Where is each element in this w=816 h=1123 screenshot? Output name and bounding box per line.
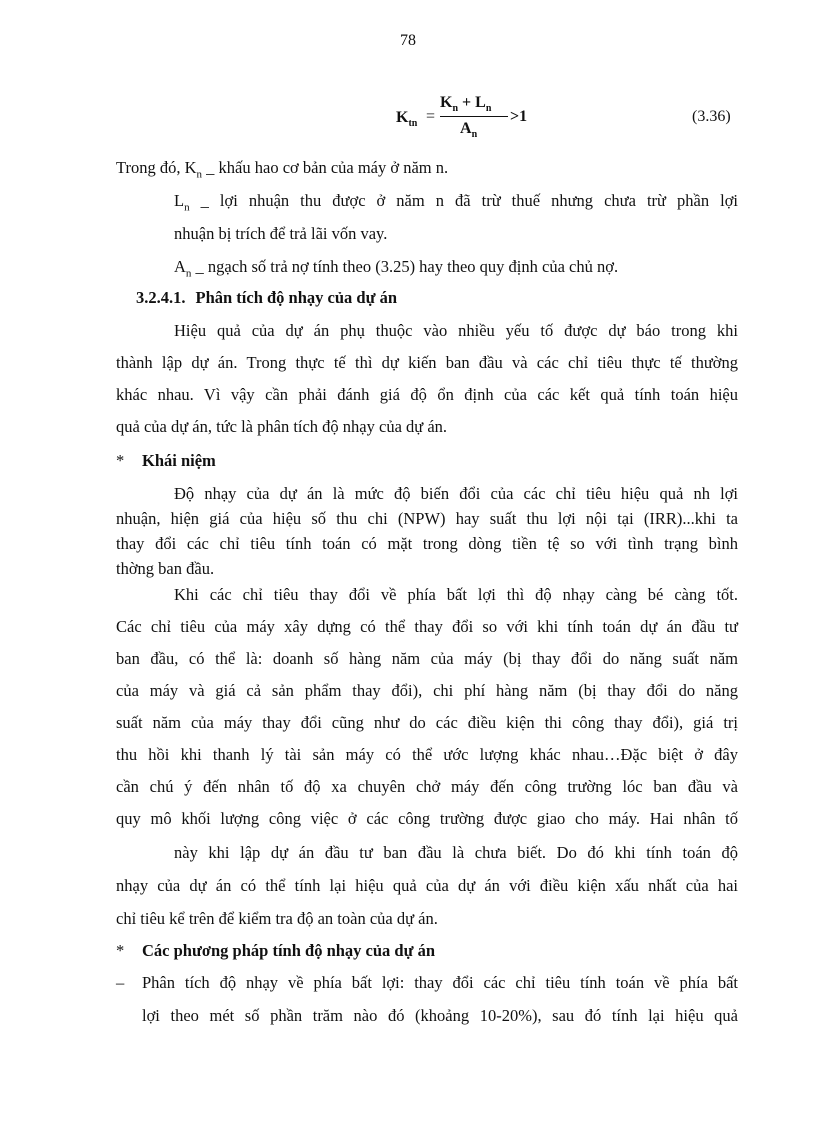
formula-numerator: $K_n + L_n$ [440,94,492,115]
paragraph-2-line-6: thu hồi khi thanh lý tài sản máy có thể ước lượng khác nhau…Đặc biệt ở đây [116,745,738,764]
paragraph-2-line-8: quy mô khối lượng công việc ở các công trường được giao cho máy. Hai nhân tố [116,809,738,828]
method-item-bullet: – [116,973,125,992]
definition-a: $A_n$ _ ngạch số trả nợ tính theo (3.25) hay theo quy định của chủ nợ. [174,257,619,280]
definition-k: Trong đó, $K_n$ _ khấu hao cơ bản của máy ở năm n. [116,158,449,181]
method-item-line-1: Phân tích độ nhạy về phía bất lợi: thay đổi các chỉ tiêu tính toán về phía bất [142,973,738,992]
paragraph-2-line-1: Khi các chỉ tiêu thay đổi về phía bất lợi thì độ nhạy càng bé càng tốt. [174,585,738,604]
section-number: 3.2.4.1. [136,288,186,307]
paragraph-2-line-4: của máy và giá cả sản phẩm thay đổi), chi phí hàng năm (bị thay đổi do năng [116,681,738,700]
paragraph-3-line-2: nhạy của dự án có thể tính lại hiệu quả của dự án với điều kiện xấu nhất của hai [116,876,738,895]
section-title: Phân tích độ nhạy của dự án [195,288,398,307]
bullet-asterisk: * [116,941,125,960]
methods-heading: * Các phương pháp tính độ nhạy của dự án [116,941,436,960]
paragraph-3-line-1: này khi lập dự án đầu tư ban đầu là chưa biết. Do đó khi tính toán độ [174,843,738,862]
paragraph-1-line-1: Hiệu quả của dự án phụ thuộc vào nhiều yếu tố được dự báo trong khi [174,321,738,340]
formula-denominator: $A_n$ [460,120,478,141]
paragraph-3-line-3: chỉ tiêu kể trên để kiểm tra độ an toàn của dự án. [116,909,438,928]
formula-inequality: >1 [510,108,528,125]
equation-number: (3.36) [692,108,731,125]
formula-lhs: $K_{tn}$ [396,109,418,130]
concept-line-4: thờng ban đầu. [116,559,215,578]
page-number: 78 [400,32,416,49]
concept-line-2: nhuận, hiện giá của hiệu số thu chi (NPW) hay suất thu lợi nội tại (IRR)...khi ta [116,509,738,528]
method-item-line-2: lợi theo mét số phần trăm nào đó (khoảng 10-20%), sau đó tính lại hiệu quả [142,1006,738,1025]
paragraph-2-line-2: Các chỉ tiêu của máy xây dựng có thể thay đổi so với khi tính toán dự án đầu tư [116,617,738,636]
section-heading [136,288,397,308]
paragraph-2-line-3: ban đầu, có thể là: doanh số hàng năm của máy (bị thay đổi do năng suất năm [116,649,738,668]
concept-line-3: thay đổi các chỉ tiêu tính toán có mặt trong dòng tiền tệ so với tình trạng bình [116,534,738,553]
fraction-bar [440,116,508,117]
paragraph-2-line-7: cần chú ý đến nhân tố độ xa chuyên chở máy đến công trường lóc ban đầu và [116,777,738,796]
definition-l-line-2: nhuận bị trích để trả lãi vốn vay. [174,224,388,243]
bullet-asterisk: * [116,451,125,470]
paragraph-2-line-5: suất năm của máy thay đổi cũng như do các điều kiện thi công thay đổi), giá trị [116,713,738,732]
formula-equals: = [426,108,436,125]
concept-line-1: Độ nhạy của dự án là mức độ biến đổi của các chỉ tiêu hiệu quả nh lợi [174,484,738,503]
formula [396,94,546,150]
paragraph-1-line-3: khác nhau. Vì vậy cần phải đánh giá độ ổn định của các kết quả tính toán hiệu [116,385,738,404]
concept-heading: * Khái niệm [116,451,216,470]
paragraph-1-line-4: quả của dự án, tức là phân tích độ nhạy của dự án. [116,417,448,436]
definition-l-line-1: $L_n$ _ lợi nhuận thu được ở năm n đã trừ thuế nhưng chưa trừ phần lợi [174,191,738,214]
paragraph-1-line-2: thành lập dự án. Trong thực tế thì dự kiến ban đầu và các chỉ tiêu thực tế thường [116,353,738,372]
